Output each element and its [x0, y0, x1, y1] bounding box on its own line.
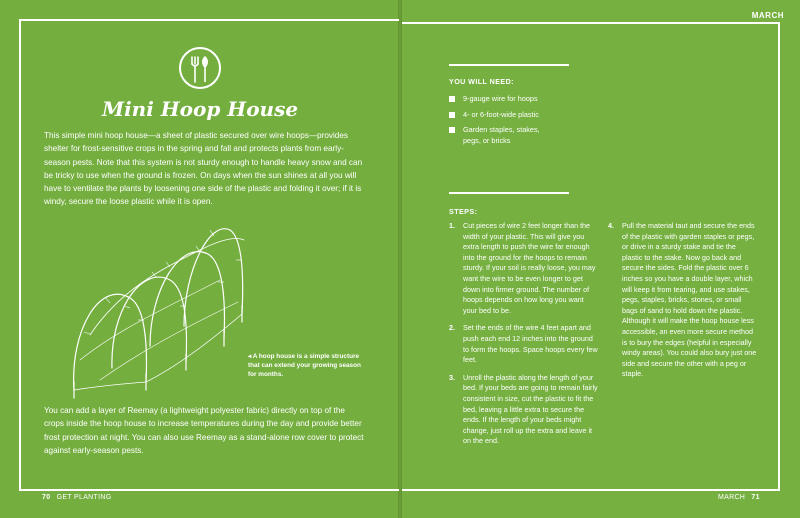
bullet-square-icon: [449, 96, 455, 102]
garden-tools-icon: [179, 47, 221, 89]
intro-paragraph: This simple mini hoop house—a sheet of plastic secured over wire hoops—provides shelter for frost-sensitive crops in the spring and fall and protects plants from early-season pests. Note that this system is not sturdy enough to handle heavy snow and can be tricky to use when the ground is frozen. On days when the sun shines at all you will have to ventilate the plants by loosening one side of the plastic and folding it over; if it is windy, secure the loose plastic while it is open.: [44, 131, 363, 207]
month-tab-label: MARCH: [740, 11, 788, 20]
article-title: Mini Hoop House: [101, 97, 299, 121]
illustration-caption: ◂ A hoop house is a simple structure that can extend your growing season for months.: [248, 353, 361, 378]
step-2: [449, 323, 599, 365]
step-number: 1.: [449, 221, 455, 230]
left-page-number: 70: [42, 494, 51, 501]
reemay-paragraph: You can add a layer of Reemay (a lightweight polyester fabric) directly on top of the crops inside the hoop house to increase temperatures during the day and provide better frost protection at night. You can also use Reemay as a stand-alone row cover to protect against early-season pests.: [44, 406, 364, 455]
list-item: [449, 125, 559, 146]
right-page-number: 71: [751, 494, 760, 501]
hoop-house-illustration: [60, 210, 250, 400]
right-folio: [718, 494, 764, 501]
right-running-section: MARCH: [718, 494, 746, 501]
needs-top-rule: [449, 64, 569, 66]
step-text: Pull the material taut and secure the ends of the plastic with garden staples or pegs, or drive in a sturdy stake and tie the plastic to the stake. Now go back and secure the sides. Fold the plastic over 6 inches so you have a double layer, which will keep it from tearing, and use stakes, pegs, staples, bricks, stones, or small bags of sand to hold down the plastic. Although it will make the hoop house less accessible, an even more secure method is to bury the edges (helpful in especially windy areas). You could also bury just one side and secure the other with a peg or staple.: [622, 221, 757, 379]
step-text: Unroll the plastic along the length of your bed. If your beds are going to remain fairly consistent in size, cut the plastic to fit the bed, leaving a little extra to secure the ends. If the length of your beds might change, just roll up the extra and leave it on the end.: [463, 372, 598, 446]
left-folio: [38, 494, 111, 501]
needs-heading: YOU WILL NEED:: [449, 77, 514, 86]
list-item: [449, 94, 559, 105]
step-number: 4.: [608, 221, 614, 230]
steps-heading: STEPS:: [449, 207, 478, 216]
step-number: 2.: [449, 323, 455, 333]
steps-column-left: [449, 221, 599, 454]
step-number: 3.: [449, 372, 455, 382]
material-text: Garden staples, stakes, pegs, or bricks: [463, 125, 540, 145]
step-4: [608, 221, 758, 380]
step-1: [449, 221, 599, 316]
material-text: 4- or 6-foot-wide plastic: [463, 109, 539, 119]
bullet-square-icon: [449, 127, 455, 133]
step-3: [449, 373, 599, 447]
material-text: 9-gauge wire for hoops: [463, 94, 538, 103]
step-text: Cut pieces of wire 2 feet longer than the width of your plastic. This will give you extra length to push the wire far enough into the ground for the hoops to remain sturdy. If your soil is really loose, you may want the wire to be even longer to get down into firmer ground. The number of hoops depends on how long you want your bed to be.: [463, 221, 596, 315]
list-item: [449, 110, 559, 121]
steps-top-rule: [449, 192, 569, 194]
materials-list: [449, 94, 559, 151]
bullet-square-icon: [449, 112, 455, 118]
step-text: Set the ends of the wire 4 feet apart and push each end 12 inches into the ground to form the hoops. Space hoops every few feet.: [463, 323, 598, 365]
left-running-section: GET PLANTING: [56, 494, 112, 501]
steps-column-right: [608, 221, 758, 387]
